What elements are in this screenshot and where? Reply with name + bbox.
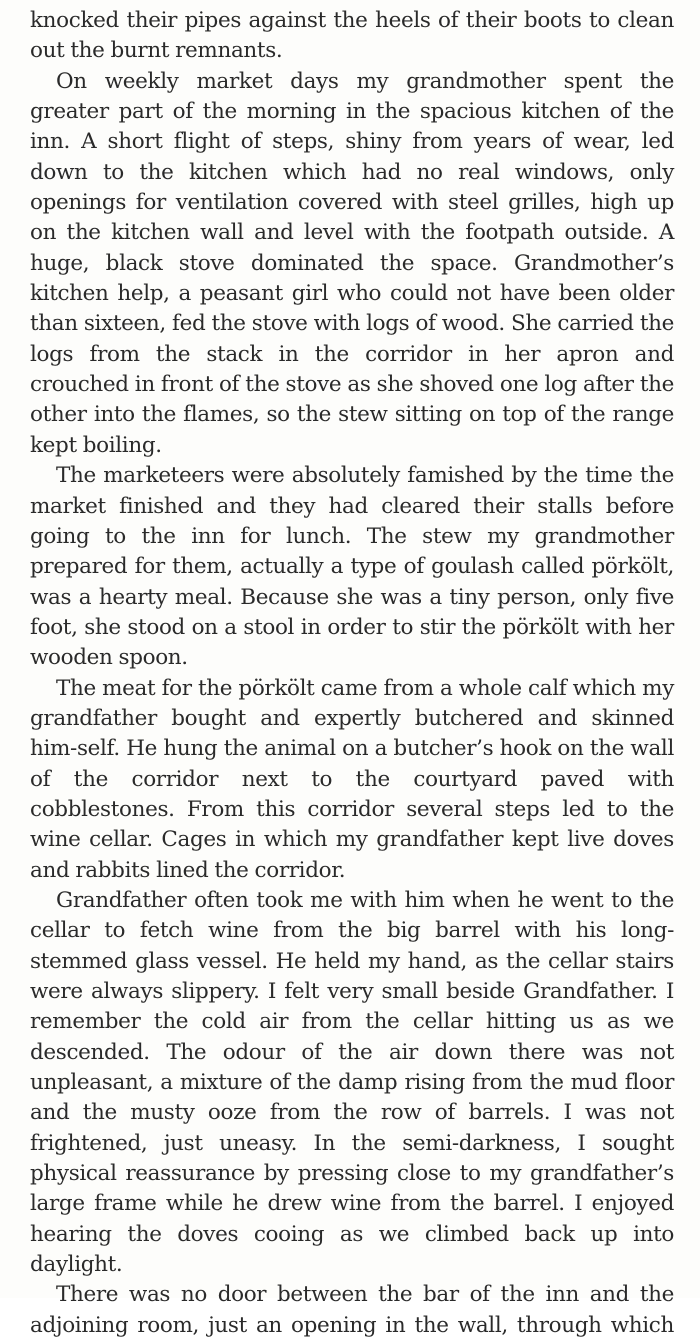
paragraph-pipes-continued: knocked their pipes against the heels of their boots to clean out the burnt remnants. xyxy=(30,8,674,64)
paragraph-marketeers-stew: The marketeers were absolutely famished by the time the market finished and they had cleared their stalls before going to the inn for lunch. The stew my grandmother prepared for them, actually a type of goulash called pörkölt, was a hearty meal. Because she was a tiny person, only five foot, she stood on a stool in order to stir the pörkölt with her wooden spoon. xyxy=(30,463,674,671)
paragraph-wine-cellar: Grandfather often took me with him when he went to the cellar to fetch wine from the big barrel with his long-stemmed glass vessel. He held my hand, as the cellar stairs were always slippery. I felt very small beside Grandfather. I remember the cold air from the cellar hitting us as we descended. The odour of the air down there was not unpleasant, a mixture of the damp rising from the mud floor and the musty ooze from the row of barrels. I was not frightened, just uneasy. In the semi-darkness, I sought physical reassurance by pressing close to my grandfather’s large frame while he drew wine from the barrel. I enjoyed hearing the doves cooing as we climbed back up into daylight. xyxy=(30,887,674,1278)
paragraph-calf-meat: The meat for the pörkölt came from a whole calf which my grandfather bought and expertly butchered and skinned him-self. He hung the animal on a butcher’s hook on the wall of the corridor next to the courtyard paved with cobblestones. From this corridor several steps led to the wine cellar. Cages in which my grandfather kept live doves and rabbits lined the corridor. xyxy=(30,675,674,883)
paragraph-market-days-kitchen: On weekly market days my grandmother spent the greater part of the morning in the spacious kitchen of the inn. A short flight of steps, shiny from years of wear, led down to the kitchen which had no real windows, only openings for ventilation covered with steel grilles, high up on the kitchen wall and level with the footpath outside. A huge, black stove dominated the space. Grandmother’s kitchen help, a peasant girl who could not have been older than sixteen, fed the stove with logs of wood. She carried the logs from the stack in the corridor in her apron and crouched in front of the stove as she shoved one log after the other into the flames, so the stew sitting on top of the range kept boiling. xyxy=(30,68,674,458)
paragraph-bar-opening: There was no door between the bar of the inn and the adjoining room, just an opening in the wall, through which xyxy=(30,1282,674,1338)
